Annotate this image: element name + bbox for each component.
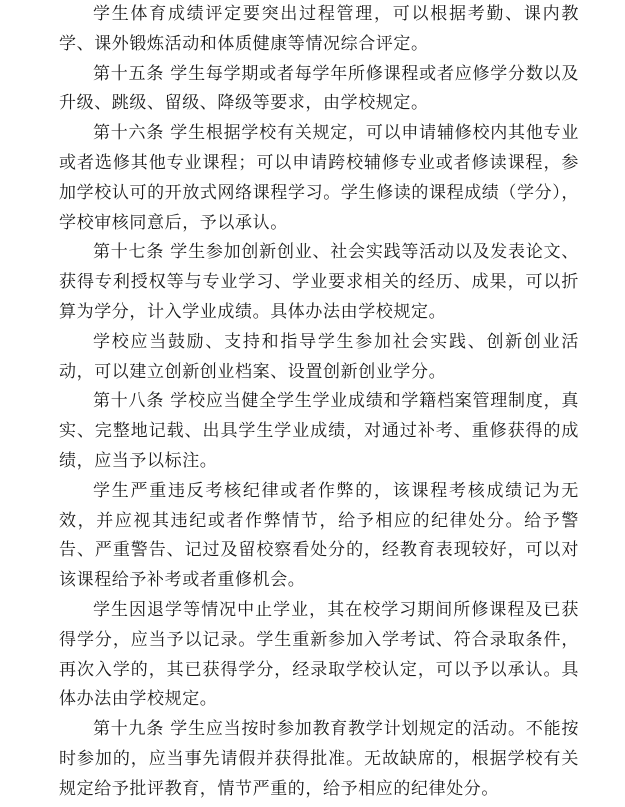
article-18 [59,387,579,476]
article-number: 第十五条 [93,63,165,84]
article-number: 第十八条 [93,391,165,412]
article-number: 第十六条 [93,123,165,144]
article-19 [59,715,579,804]
paragraph-text: 学生应当按时参加教育教学计划规定的活动。不能按时参加的，应当事先请假并获得批准。无故缺席的，根据学校有关规定给予批评教育，情节严重的，给予相应的纪律处分。 [59,719,579,799]
paragraph-text: 学生体育成绩评定要突出过程管理，可以根据考勤、课内教学、课外锻炼活动和体质健康等情况综合评定。 [59,4,579,54]
paragraph-text: 学生因退学等情况中止学业，其在校学习期间所修课程及已获得学分，应当予以记录。学生重新参加入学考试、符合录取条件，再次入学的，其已获得学分，经录取学校认定，可以予以承认。具体办法由学校规定。 [59,599,579,710]
paragraph-innovation [59,328,579,388]
paragraph-withdrawal [59,596,579,715]
paragraph-text: 学生严重违反考核纪律或者作弊的，该课程考核成绩记为无效，并应视其违纪或者作弊情节，给予相应的纪律处分。给予警告、严重警告、记过及留校察看处分的，经教育表现较好，可以对该课程给予补考或者重修机会。 [59,480,579,591]
paragraph-text: 学生参加创新创业、社会实践等活动以及发表论文、获得专利授权等与专业学习、学业要求相关的经历、成果，可以折算为学分，计入学业成绩。具体办法由学校规定。 [59,242,579,322]
article-number: 第十七条 [93,242,165,263]
article-17 [59,238,579,327]
article-16 [59,119,579,238]
paragraph-exam-discipline [59,477,579,596]
document-body [59,0,579,805]
paragraph-text: 学校应当健全学生学业成绩和学籍档案管理制度，真实、完整地记载、出具学生学业成绩，对通过补考、重修获得的成绩，应当予以标注。 [59,391,579,471]
paragraph-text: 学生每学期或者每学年所修课程或者应修学分数以及升级、跳级、留级、降级等要求，由学校规定。 [59,63,579,114]
paragraph-text: 学校应当鼓励、支持和指导学生参加社会实践、创新创业活动，可以建立创新创业档案、设置创新创业学分。 [59,331,579,382]
article-number: 第十九条 [93,719,165,740]
article-15 [59,60,579,120]
paragraph-text: 学生根据学校有关规定，可以申请辅修校内其他专业或者选修其他专业课程；可以申请跨校辅修专业或者修读课程，参加学校认可的开放式网络课程学习。学生修读的课程成绩（学分），学校审核同意后，予以承认。 [59,123,579,233]
paragraph-sports-grading [59,0,579,60]
